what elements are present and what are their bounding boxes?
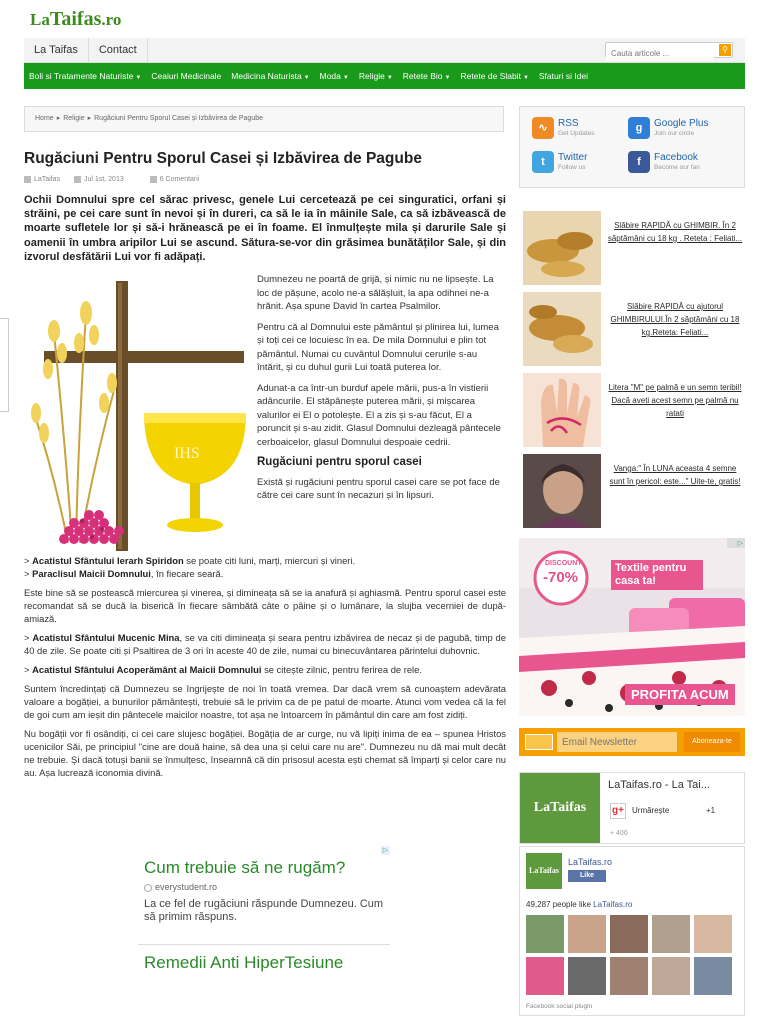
promo-item[interactable] xyxy=(523,454,745,530)
ginger-image xyxy=(523,211,601,285)
section-heading: Rugăciuni pentru sporul casei xyxy=(257,456,422,468)
prayer-list: > Acatistul Sfântului Ierarh Spiridon se poate citi luni, marți, miercuri și vineri. > Paraclisul Maicii Domnului, în fiecare seară. xyxy=(24,555,356,579)
follow-button[interactable]: Urmărește xyxy=(632,806,670,815)
cat-label: Religie xyxy=(358,71,385,81)
ad-title[interactable]: Cum trebuie să ne rugăm? xyxy=(144,858,346,877)
paragraph: Dumnezeu ne poartă de grijă, și nimic nu ne lipsește. La loc de pășune, acolo ne-a sălășluit, la apa odihnei ne-a hrănit. Așa spune David în cartea Psalmilor. xyxy=(257,274,494,312)
article-meta xyxy=(24,176,211,183)
social-sub: Get Updates xyxy=(558,130,595,137)
search-box xyxy=(605,42,733,58)
text-ad[interactable] xyxy=(138,846,390,1016)
ad-description: La ce fel de rugăciuni răspunde Dumnezeu. Cum să primim răspuns. xyxy=(144,898,384,923)
cat-moda[interactable] xyxy=(315,63,354,89)
page-logo[interactable]: LaTaifas xyxy=(526,853,562,889)
page-logo[interactable]: LaTaifas xyxy=(520,773,600,843)
cat-label: Retete de Slabit xyxy=(460,71,521,81)
prayer-note: , în fiecare seară. xyxy=(150,568,224,579)
paragraph: Este bine să se postească miercurea și vinerea, și dimineața să se ia anafură și aghiasmă. Pentru sporul casei este recomandat să se ducă la biserică în fiecare sâmbătă câte o pâine și o lumânare, la slujba vecerniei de după-amiază. xyxy=(24,587,506,624)
discount-value: -70% xyxy=(543,569,579,586)
plugin-caption: Facebook social plugin xyxy=(526,1003,593,1010)
article-title: Rugăciuni Pentru Sporul Casei și Izbăvirea de Pagube xyxy=(24,150,422,167)
breadcrumb-current: Rugăciuni Pentru Sporul Casei și Izbăvirea de Pagube xyxy=(94,115,264,122)
discount-label: DISCOUNT xyxy=(545,560,582,567)
cat-ceaiuri[interactable] xyxy=(146,63,226,89)
chevron-down-icon: ▼ xyxy=(444,75,451,81)
breadcrumb-separator-icon: ▸ xyxy=(56,115,61,122)
newsletter-form xyxy=(519,728,745,756)
social-google-plus[interactable] xyxy=(628,117,738,147)
user-icon xyxy=(24,176,31,183)
article-intro: Ochii Domnului spre cel sărac privesc, genele Lui cercetează pe cei singuratici, orfani și străini, pe cei care sunt în nevoi și în dureri, ca să le ia în mâinile Sale, ca să izbăvească de moarte sufletele lor și să-i hrănească pe ei în foame. El înmulțește mila și darurile Sale și oamenii în umbra aripilor Lui se ascund. Sătura-se-vor din grăsimea bunătăților Sale, și din izvorul desfătării Lui vor fi adăpați. xyxy=(24,194,506,263)
textile-banner[interactable] xyxy=(519,538,745,716)
prayer-name: Acatistul Sfântului Ierarh Spiridon xyxy=(32,555,184,566)
fan-avatars xyxy=(526,915,740,999)
paragraph: Pentru că al Domnului este pământul și plinirea lui, lumea și toți cei ce locuiesc în ea. De mila Domnului e plin tot pământul. Numai cu cuvântul Domnului cerurile s-au întărit, și cu duhul gurii Lui toată puterea lor. xyxy=(257,321,499,373)
ad-url xyxy=(144,882,390,892)
promo-item[interactable] xyxy=(523,292,745,368)
breadcrumb-religie[interactable]: Religie xyxy=(63,115,85,122)
envelope-icon xyxy=(525,734,553,750)
article-body xyxy=(24,554,506,785)
cat-boli[interactable] xyxy=(24,63,146,89)
logo-suffix: .ro xyxy=(101,10,122,29)
avatar[interactable] xyxy=(694,957,732,995)
logo-main: Taifas xyxy=(49,8,102,30)
page-name[interactable]: LaTaifas.ro xyxy=(568,857,613,867)
paragraph: Adunat-a ca într-un burduf apele mării, pus-a în vistierii adâncurile. El stăpânește puterea mării, și mișcarea valurilor ei El o potolește. El a zis și s-au făcut, El a poruncit și s-au zidit. Glasul Domnului dezleagă pântecele cerboaicelor, glasul Domnului despoaie cedrii. xyxy=(257,382,501,448)
google-plus-widget xyxy=(519,772,745,844)
social-label: Twitter xyxy=(558,152,588,163)
site-logo[interactable] xyxy=(30,8,121,31)
cat-label: Medicina Naturista xyxy=(231,71,302,81)
newsletter-email-input[interactable] xyxy=(557,732,677,752)
breadcrumb-home[interactable]: Home xyxy=(35,115,54,122)
cat-label: Ceaiuri Medicinale xyxy=(151,71,222,81)
social-links xyxy=(519,106,745,188)
social-label: Facebook xyxy=(654,152,698,163)
search-icon: ⚲ xyxy=(722,45,728,54)
globe-icon xyxy=(144,884,152,892)
avatar[interactable] xyxy=(694,915,732,953)
ad-title-2[interactable]: Remedii Anti HiperTesiune xyxy=(144,953,344,972)
logo-prefix: La xyxy=(30,10,50,29)
palm-image xyxy=(523,373,601,447)
avatar[interactable] xyxy=(568,915,606,953)
social-sub: Join our circle xyxy=(654,130,695,137)
cat-label: Sfaturi si Idei xyxy=(538,71,589,81)
chevron-down-icon: ▼ xyxy=(522,75,529,81)
ginger-image xyxy=(523,292,601,366)
like-count-text: 49,287 people like xyxy=(526,900,594,909)
breadcrumb-separator-icon: ▸ xyxy=(87,115,92,122)
prayer-note: se poate citi luni, marți, miercuri și vineri. xyxy=(183,555,356,566)
avatar[interactable] xyxy=(568,957,606,995)
google-plus-icon: g xyxy=(628,117,650,139)
like-count xyxy=(526,900,632,909)
chevron-down-icon: ▼ xyxy=(386,75,393,81)
ihs-mark: IHS xyxy=(174,445,200,462)
category-navigation xyxy=(24,63,745,89)
cat-religie[interactable] xyxy=(354,63,398,89)
comment-icon xyxy=(150,176,157,183)
prayer-name: Acatistul Sfântului Acoperământ al Maicii Domnului xyxy=(32,664,262,675)
search-button[interactable] xyxy=(719,44,731,56)
comments-link[interactable]: 6 Comentarii xyxy=(159,176,200,184)
avatar[interactable] xyxy=(610,957,648,995)
date-meta xyxy=(74,176,136,183)
ad-divider xyxy=(138,944,390,945)
chevron-down-icon: ▼ xyxy=(135,75,142,81)
article-side-text xyxy=(257,273,505,510)
article-image xyxy=(24,273,254,553)
social-sub: Become our fan xyxy=(654,164,700,171)
ad-choices-icon[interactable]: ▷ xyxy=(737,540,743,547)
prayer-name: Paraclisul Maicii Domnului xyxy=(32,568,151,579)
social-sub: Follow us xyxy=(558,164,586,171)
follower-count: + 406 xyxy=(610,830,628,837)
promo-text: Litera "M" pe palmă e un semn teribil! Dacă aveti acest semn pe palmă nu ratati xyxy=(608,383,742,418)
cat-sfaturi[interactable] xyxy=(534,63,593,89)
paragraph: Suntem încredințați că Dumnezeu se îngrijește de noi în toată vremea. Dar dacă vrem să cunoaștem adevărata valoare a bogăției, a bunurilor pământești, trebuie să le privim ca de pe patul de moarte. Atunci vom vedea că la fel de goi cum am ieșit din pântecele maicilor noastre, tot așa ne întoarcem în pământul din care am fost zidiți. xyxy=(24,683,506,720)
like-button[interactable]: Like xyxy=(568,870,606,882)
twitter-icon: t xyxy=(532,151,554,173)
prayer-note: se citește zilnic, pentru ferirea de rele. xyxy=(261,664,422,675)
prayer-name: Acatistul Sfântului Mucenic Mina xyxy=(32,632,180,643)
cat-label: Boli si Tratamente Naturiste xyxy=(29,71,134,81)
calendar-icon xyxy=(74,176,81,183)
avatar[interactable] xyxy=(652,915,690,953)
cat-label: Retete Bio xyxy=(402,71,443,81)
cross-chalice-illustration xyxy=(24,273,254,553)
nav-home[interactable]: La Taifas xyxy=(24,38,89,63)
google-plus-icon[interactable]: g+ xyxy=(610,803,626,819)
avatar[interactable] xyxy=(652,957,690,995)
plus-one-button[interactable]: +1 xyxy=(706,806,716,815)
promo-text: Vanga:" În LUNA aceasta 4 semne sunt în pericol: este..." Uite-te, gratis! xyxy=(609,464,741,486)
chevron-down-icon: ▼ xyxy=(303,75,310,81)
social-label: Google Plus xyxy=(654,118,709,129)
ad-choices-icon[interactable]: ▷ xyxy=(382,847,389,854)
cat-label: Moda xyxy=(319,71,341,81)
promo-text: Slăbire RAPIDĂ cu GHIMBIR. În 2 săptămâni cu 18 kg . Reteta : Feliati... xyxy=(607,221,743,243)
social-rss[interactable] xyxy=(532,117,642,147)
banner-cta[interactable]: PROFITA ACUM xyxy=(625,684,735,705)
author-link[interactable]: LaTaifas xyxy=(34,176,61,184)
cat-retete-bio[interactable] xyxy=(398,63,456,89)
chevron-down-icon: ▼ xyxy=(342,75,349,81)
prayer-item: > Acatistul Sfântului Mucenic Mina, se va citi dimineața și seara pentru izbăvirea de necaz și de pagubă, timp de 40 de zile. Se poate citi și Psaltirea de 3 ori în aceste 40 de zile, numai cu binecuvântarea părintelui duhovnic. xyxy=(24,632,506,656)
breadcrumb xyxy=(24,106,504,132)
prayer-item: > Acatistul Sfântului Acoperământ al Maicii Domnului se citește zilnic, pentru ferirea de rele. xyxy=(24,664,422,675)
social-twitter[interactable] xyxy=(532,151,642,181)
page-name[interactable]: LaTaifas.ro - La Tai... xyxy=(608,779,710,791)
author-meta xyxy=(24,176,60,183)
ad-url-text: everystudent.ro xyxy=(155,882,218,892)
social-facebook[interactable] xyxy=(628,151,738,181)
top-navigation xyxy=(24,38,745,63)
avatar[interactable] xyxy=(610,915,648,953)
prayer-note: , se va citi dimineața și seara pentru izbăvirea de necaz și de pagubă, timp de 40 de zile. Se poate citi și Psaltirea de 3 ori în aceste 40 de zile, numai cu binecuvântarea părintelui duhovnic. xyxy=(24,632,506,656)
comments-meta xyxy=(150,176,200,183)
subscribe-button[interactable]: Aboneaza-te xyxy=(684,732,740,752)
left-edge-tab xyxy=(0,318,9,412)
banner-headline: Textile pentru casa ta! xyxy=(611,560,703,590)
avatar[interactable] xyxy=(526,915,564,953)
cat-retete-slabit[interactable] xyxy=(455,63,533,89)
facebook-icon: f xyxy=(628,151,650,173)
paragraph: Există și rugăciuni pentru sporul casei care se pot face de către cei care sunt în necazuri și în lipsuri. xyxy=(257,476,500,501)
paragraph: Nu bogății vor fi osândiți, ci cei care slujesc bogăției. Bogăția de ar curge, nu vă lipiți inima de ea – spunea Hristos ucenicilor Săi, pe principiul "cine are două haine, să dea una și celui care nu are". Dumnezeu nu dă mai mult decât ne trebuie. Și dacă totuși banii se înmulțesc, înseamnă că din prisosul acesta ești chemat să împarți și celor care nu au. Așa lucrează iconomia divină. xyxy=(24,728,506,778)
like-count-link[interactable]: LaTaifas.ro xyxy=(593,900,633,909)
promo-item[interactable] xyxy=(523,373,745,449)
cat-medicina[interactable] xyxy=(226,63,314,89)
promo-text: Slăbire RAPIDĂ cu ajutorul GHIMBIRULUI.În 2 săptămâni cu 18 kg.Reteta: Feliati... xyxy=(610,302,740,337)
portrait-image xyxy=(523,454,601,528)
article-date: Jul 1st, 2013 xyxy=(84,176,124,184)
social-label: RSS xyxy=(558,118,579,129)
avatar[interactable] xyxy=(526,957,564,995)
facebook-widget xyxy=(519,846,745,1016)
promo-item[interactable] xyxy=(523,211,745,287)
nav-contact[interactable]: Contact xyxy=(89,38,148,63)
rss-icon: ∿ xyxy=(532,117,554,139)
search-input[interactable] xyxy=(606,47,714,61)
